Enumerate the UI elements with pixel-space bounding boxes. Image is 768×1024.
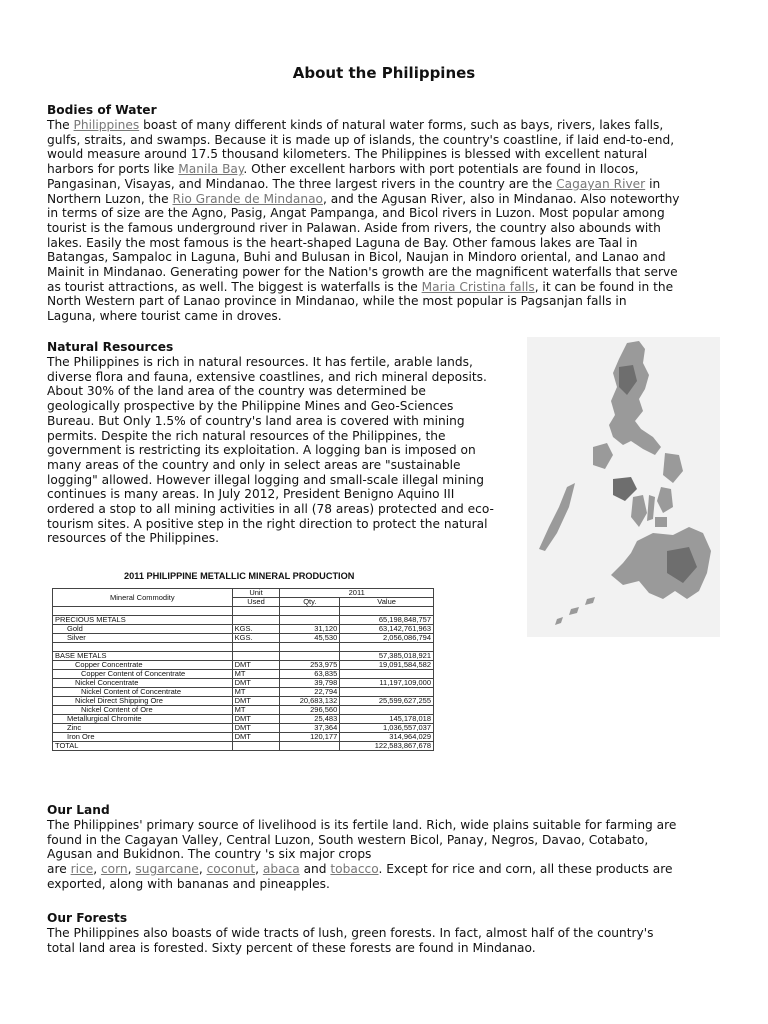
- commodity-cell: PRECIOUS METALS: [53, 616, 233, 625]
- text-segment: , and the Agusan River, also in Mindanao. Also noteworthy: [323, 191, 680, 206]
- inline-link[interactable]: Cagayan River: [556, 176, 646, 191]
- bodies-of-water-paragraph: [47, 118, 680, 324]
- qty-cell: 31,120: [280, 625, 340, 634]
- qty-cell: 253,975: [280, 661, 340, 670]
- text-line: [47, 133, 680, 148]
- text-segment: North Western part of Lanao province in Mindanao, while the most popular is Pagsanjan falls in: [47, 294, 627, 309]
- commodity-cell: Iron Ore: [53, 733, 233, 742]
- qty-cell: 39,798: [280, 679, 340, 688]
- qty-cell: 296,560: [280, 706, 340, 715]
- table-row: [53, 670, 434, 679]
- natural-resources-heading: Natural Resources: [47, 340, 174, 354]
- table-row: [53, 679, 434, 688]
- text-line: [47, 384, 494, 399]
- table-row: [53, 688, 434, 697]
- value-cell: 57,385,018,921: [340, 652, 434, 661]
- our-forests-paragraph: [47, 926, 653, 955]
- text-segment: boast of many different kinds of natural water forms, such as bays, rivers, lakes falls,: [139, 118, 664, 132]
- text-line: [47, 473, 494, 488]
- text-segment: are: [47, 862, 71, 877]
- our-forests-heading: Our Forests: [47, 911, 128, 925]
- text-line: [47, 192, 680, 207]
- header-unit: Unit: [232, 589, 280, 598]
- text-segment: tourist is the famous underground river in Palawan. Aside from rivers, the country also abounds with: [47, 220, 661, 235]
- text-segment: . Except for rice and corn, all these products are: [378, 862, 673, 877]
- unit-cell: MT: [232, 688, 280, 697]
- text-segment: The Philippines is rich in natural resources. It has fertile, arable lands,: [47, 355, 473, 369]
- commodity-cell: TOTAL: [53, 742, 233, 751]
- table-row: [53, 742, 434, 751]
- inline-link[interactable]: sugarcane: [135, 862, 199, 877]
- inline-link[interactable]: rice: [70, 862, 94, 877]
- table-row: [53, 733, 434, 742]
- table-row: [53, 715, 434, 724]
- page-title: About the Philippines: [292, 64, 476, 82]
- text-line: [47, 487, 494, 502]
- text-line: [47, 877, 676, 892]
- text-segment: The Philippines' primary source of livelihood is its fertile land. Rich, wide plains suitable for farming are: [47, 818, 677, 832]
- unit-cell: DMT: [232, 661, 280, 670]
- unit-cell: MT: [232, 706, 280, 715]
- inline-link[interactable]: Rio Grande de Mindanao: [172, 191, 324, 206]
- value-cell: 2,056,086,794: [340, 634, 434, 643]
- table-header-row: [53, 589, 434, 598]
- text-segment: gulfs, straits, and swamps. Because it is made up of islands, the country's coastline, if laid end-to-end,: [47, 132, 675, 147]
- header-qty: Qty.: [280, 598, 340, 607]
- text-segment: Bureau. But Only 1.5% of country's land area is covered with mining: [47, 413, 465, 428]
- text-segment: Agusan and Bukidnon. The country 's six major crops: [47, 847, 372, 862]
- text-segment: found in the Cagayan Valley, Central Luzon, South western Bicol, Panay, Negros, Davao, Cotabato,: [47, 832, 649, 847]
- table-row: [53, 724, 434, 733]
- text-line: [47, 265, 680, 280]
- qty-cell: 25,483: [280, 715, 340, 724]
- text-segment: and: [299, 862, 331, 877]
- text-line: [47, 517, 494, 532]
- inline-link[interactable]: Maria Cristina falls: [421, 279, 535, 294]
- text-segment: Laguna, where tourist came in droves.: [47, 309, 282, 324]
- mineral-production-table-figure: [52, 570, 436, 787]
- text-line: [47, 833, 676, 848]
- unit-cell: DMT: [232, 715, 280, 724]
- inline-link[interactable]: coconut: [206, 862, 256, 877]
- text-segment: logging" allowed. However illegal logging and small-scale illegal mining: [47, 472, 485, 487]
- value-cell: 63,142,761,963: [340, 625, 434, 634]
- text-line: [47, 414, 494, 429]
- philippines-map-image: [527, 337, 720, 637]
- text-line: [47, 458, 494, 473]
- text-segment: resources of the Philippines.: [47, 531, 219, 546]
- text-segment: would measure around 17.5 thousand kilometers. The Philippines is blessed with excellent natural: [47, 147, 648, 162]
- text-segment: many areas of the country and only in select areas are "sustainable: [47, 457, 461, 472]
- text-segment: ,: [198, 862, 207, 877]
- header-unit-used: Used: [232, 598, 280, 607]
- text-line: [47, 926, 653, 941]
- text-segment: . Other excellent harbors with port potentials are found in Ilocos,: [243, 162, 639, 177]
- text-segment: in terms of size are the Agno, Pasig, Angat Pampanga, and Bicol rivers in Luzon. Most popular among: [47, 206, 665, 221]
- qty-cell: 37,364: [280, 724, 340, 733]
- text-segment: ,: [93, 862, 101, 877]
- qty-cell: 63,835: [280, 670, 340, 679]
- qty-cell: [280, 742, 340, 751]
- table-row: [53, 697, 434, 706]
- our-land-paragraph: [47, 818, 676, 892]
- text-line: [47, 818, 676, 833]
- commodity-cell: Copper Content of Concentrate: [53, 670, 233, 679]
- value-cell: 65,198,848,757: [340, 616, 434, 625]
- text-segment: in: [645, 176, 661, 191]
- inline-link[interactable]: abaca: [262, 862, 300, 877]
- unit-cell: DMT: [232, 724, 280, 733]
- text-segment: Batangas, Sampaloc in Laguna, Buhi and Bulusan in Bicol, Naujan in Mindoro oriental, and Lanao and: [47, 250, 666, 265]
- philippines-map-icon: [527, 337, 720, 637]
- table-row: [53, 634, 434, 643]
- natural-resources-paragraph: [47, 355, 494, 546]
- commodity-cell: Zinc: [53, 724, 233, 733]
- inline-link[interactable]: Philippines: [73, 118, 140, 132]
- mineral-production-table: [52, 588, 434, 751]
- text-segment: , it can be found in the: [534, 279, 674, 294]
- text-line: [47, 847, 676, 862]
- text-line: [47, 236, 680, 251]
- unit-cell: DMT: [232, 679, 280, 688]
- text-line: [47, 206, 680, 221]
- value-cell: [340, 688, 434, 697]
- text-segment: permits. Despite the rich natural resources of the Philippines, the: [47, 428, 446, 443]
- unit-cell: MT: [232, 670, 280, 679]
- text-segment: Northern Luzon, the: [47, 191, 173, 206]
- text-segment: harbors for ports like: [47, 162, 179, 177]
- commodity-cell: BASE METALS: [53, 652, 233, 661]
- table-row: [53, 706, 434, 715]
- text-segment: continues is many areas. In July 2012, President Benigno Aquino III: [47, 487, 455, 502]
- text-segment: ,: [255, 862, 263, 877]
- commodity-cell: Nickel Content of Concentrate: [53, 688, 233, 697]
- table-spacer-row: [53, 607, 434, 616]
- text-segment: diverse flora and fauna, extensive coastlines, and rich mineral deposits.: [47, 369, 487, 384]
- text-line: [47, 370, 494, 385]
- qty-cell: 22,794: [280, 688, 340, 697]
- text-segment: exported, along with bananas and pineapples.: [47, 876, 330, 891]
- value-cell: [340, 706, 434, 715]
- qty-cell: [280, 643, 340, 652]
- commodity-cell: Nickel Content of Ore: [53, 706, 233, 715]
- table-row: [53, 625, 434, 634]
- qty-cell: 45,530: [280, 634, 340, 643]
- inline-link[interactable]: tobacco: [330, 862, 379, 877]
- value-cell: 1,036,557,037: [340, 724, 434, 733]
- value-cell: 122,583,867,678: [340, 742, 434, 751]
- text-line: [47, 941, 653, 956]
- unit-cell: KGS.: [232, 625, 280, 634]
- value-cell: 19,091,584,582: [340, 661, 434, 670]
- commodity-cell: [53, 643, 233, 652]
- inline-link[interactable]: Manila Bay: [178, 162, 244, 177]
- value-cell: [340, 670, 434, 679]
- text-segment: About 30% of the land area of the country was determined be: [47, 384, 426, 399]
- text-line: [47, 531, 494, 546]
- qty-cell: [280, 652, 340, 661]
- unit-cell: [232, 652, 280, 661]
- text-segment: ,: [127, 862, 136, 877]
- value-cell: 11,197,109,000: [340, 679, 434, 688]
- text-line: [47, 250, 680, 265]
- text-line: [47, 502, 494, 517]
- mineral-table-title: 2011 PHILIPPINE METALLIC MINERAL PRODUCTION: [124, 571, 355, 581]
- text-line: [47, 118, 680, 133]
- text-line: [47, 309, 680, 324]
- header-value: Value: [340, 598, 434, 607]
- unit-cell: DMT: [232, 733, 280, 742]
- text-segment: ordered a stop to all mining activities in all (78 areas) protected and eco-: [47, 502, 494, 517]
- text-segment: Pangasinan, Visayas, and Mindanao. The three largest rivers in the country are the: [47, 176, 557, 191]
- table-row: [53, 616, 434, 625]
- text-line: [47, 429, 494, 444]
- unit-cell: [232, 616, 280, 625]
- commodity-cell: Nickel Concentrate: [53, 679, 233, 688]
- text-line: [47, 147, 680, 162]
- commodity-cell: Silver: [53, 634, 233, 643]
- text-segment: tourism sites. A positive step in the right direction to protect the natural: [47, 516, 488, 531]
- value-cell: [340, 643, 434, 652]
- text-line: [47, 862, 676, 877]
- text-segment: geologically prospective by the Philippine Mines and Geo-Sciences: [47, 399, 454, 414]
- value-cell: 145,178,018: [340, 715, 434, 724]
- text-segment: Mainit in Mindanao. Generating power for the Nation's growth are the magnificent waterfalls that serve: [47, 265, 678, 280]
- bodies-of-water-heading: Bodies of Water: [47, 103, 157, 117]
- text-segment: The Philippines also boasts of wide tracts of lush, green forests. In fact, almost half of the country's: [47, 926, 654, 940]
- commodity-cell: Copper Concentrate: [53, 661, 233, 670]
- commodity-cell: Metallurgical Chromite: [53, 715, 233, 724]
- value-cell: 25,599,627,255: [340, 697, 434, 706]
- text-line: [47, 294, 680, 309]
- commodity-cell: Gold: [53, 625, 233, 634]
- commodity-cell: Nickel Direct Shipping Ore: [53, 697, 233, 706]
- text-line: [47, 221, 680, 236]
- value-cell: 314,964,029: [340, 733, 434, 742]
- our-land-heading: Our Land: [47, 803, 110, 817]
- unit-cell: DMT: [232, 697, 280, 706]
- qty-cell: 20,683,132: [280, 697, 340, 706]
- unit-cell: [232, 742, 280, 751]
- table-row: [53, 661, 434, 670]
- text-segment: The: [47, 118, 74, 132]
- text-line: [47, 162, 680, 177]
- header-commodity: Mineral Commodity: [53, 589, 233, 607]
- text-segment: lakes. Easily the most famous is the heart-shaped Laguna de Bay. Other famous lakes are Taal in: [47, 235, 638, 250]
- unit-cell: [232, 643, 280, 652]
- text-line: [47, 177, 680, 192]
- table-row: [53, 643, 434, 652]
- inline-link[interactable]: corn: [100, 862, 128, 877]
- header-year: 2011: [280, 589, 434, 598]
- text-line: [47, 280, 680, 295]
- qty-cell: 120,177: [280, 733, 340, 742]
- table-row: [53, 652, 434, 661]
- text-segment: government is restricting its exploitation. A logging ban is imposed on: [47, 443, 476, 458]
- qty-cell: [280, 616, 340, 625]
- map-bohol: [655, 517, 667, 527]
- text-line: [47, 443, 494, 458]
- text-segment: total land area is forested. Sixty percent of these forests are found in Mindanao.: [47, 940, 536, 955]
- text-line: [47, 355, 494, 370]
- text-segment: as tourist attractions, as well. The biggest is waterfalls is the: [47, 279, 422, 294]
- unit-cell: KGS.: [232, 634, 280, 643]
- text-line: [47, 399, 494, 414]
